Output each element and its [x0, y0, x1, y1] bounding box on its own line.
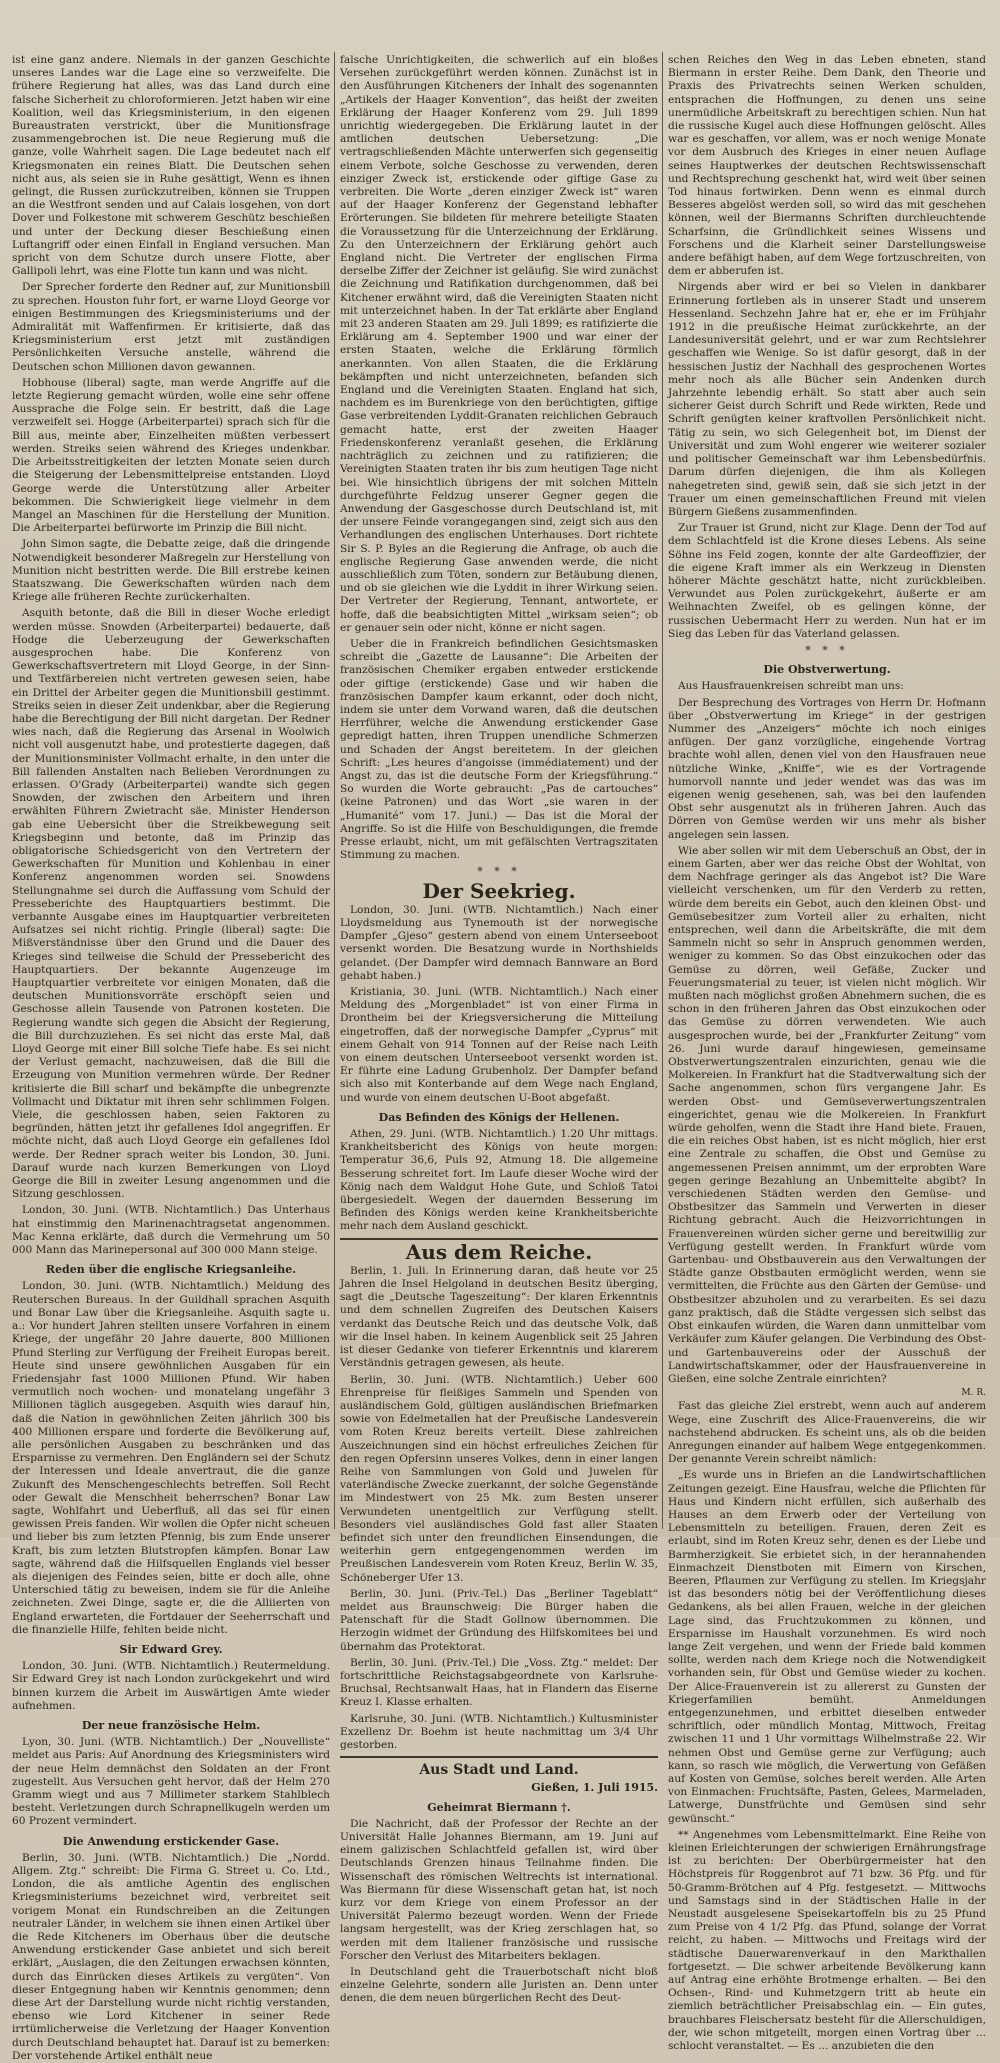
paragraph: Aus Hausfrauenkreisen schreibt man uns: — [678, 680, 904, 693]
paragraph: Die Nachricht, daß der Professor der Rechte an der Universität Halle Johannes Biermann, am 19. Juni auf einem galizischen Schlachtfeld gefallen ist, wird über Deutschlands Grenzen hinaus Teilnahme finden. Die Wissenschaft des römischen Weltrechts ist international. Was Biermann für diese Wissenschaft getan hat, ist noch kurz vor dem Kriege von einem Professor an der Universität Palermo bezeugt worden. Wenn der Friede langsam hergestellt, was der Krieg zerschlagen hat, so werden mit dem Italiener französische und russische Forscher den Verlust des Mitarbeiters beklagen. — [340, 1817, 658, 1962]
paragraph: Der Sprecher forderte den Redner auf, zur Munitionsbill zu sprechen. Houston fuhr fort, er warne Lloyd George vor einigen Bestimmungen des Kriegsministeriums und der Admiralität mit Waffenfirmen. Er kritisierte, daß das Kriegsministerium erst jetzt mit zuständigen Persönlichkeiten Versuche anstelle, während die Deutschen schon Millionen davon gewannen. — [12, 281, 330, 373]
separator-stars: * * * — [805, 643, 849, 657]
paragraph: In Deutschland geht die Trauerbotschaft nicht bloß einzelne Gelehrte, sondern alle Juristen an. Denn unter denen, die dem neuen bürgerlichen Recht des Deut- — [340, 1966, 658, 2005]
paragraph: Fast das gleiche Ziel erstrebt, wenn auch auf anderem Wege, eine Zuschrift des Alice-Frauenvereins, die wir nachstehend abdrucken. Es scheint uns, als ob die beiden Anregungen einander auf halbem Wege entgegenkommen. Der genannte Verein schreibt nämlich: — [668, 1400, 986, 1466]
paragraph: Nirgends aber wird er bei so Vielen in dankbarer Erinnerung fortleben als in unserer Stadt und unserem Hessenland. Sechzehn Jahre hat er, ehe er im Frühjahr 1912 in die preußische Heimat zurückkehrte, an der Landesuniversität gelehrt, und er war zum Rechtslehrer geschaffen wie Wenige. So ist dafür gesorgt, daß in der hessischen Justiz der Nachhall des gesprochenen Wortes mehr noch als alle Bücher sein Andenken durch Jahrzehnte lebendig erhält. So statt aber auch sein sicherer Geist durch Schrift und Rede wirkten, Rede und Schrift genügten keiner kraftvollen Persönlichkeit nicht. Tätig zu sein, wo sich Gelegenheit bot, im Dienst der Universität und zum Wohl engerer wie weiterer sozialer und politischer Gemeinschaft war ihm Lebensbedürfnis. Darum dürfen diejenigen, die ihm als Kollegen nahegetreten sind, gewiß sein, daß sie sich jetzt in der Trauer um einen gemeinschaftlichen Freund mit vielen Bürgern Gießens zusammenfinden. — [668, 281, 986, 518]
section-heading-large: Aus dem Reiche. — [405, 1239, 593, 1264]
paragraph: London, 30. Juni. (WTB. Nichtamtlich.) Das Unterhaus hat einstimmig den Marinenachtragsetat angenommen. Mac Kenna erklärte, daß durch die Vermehrung um 50 000 Mann das Marinepersonal auf 300 000 Mann steige. — [12, 1204, 330, 1257]
paragraph: ist eine ganz andere. Niemals in der ganzen Geschichte unseres Landes war die Lage eine so verzweifelte. Die frühere Regierung hat alles, was das Land durch eine falsche Sicherheit zu chloroformieren. Jetzt haben wir eine Koalition, weil das Kriegsministerium, in den eigenen Bureaustraten verstrickt, über die Munitionsfrage zusammengebrochen ist. Die neue Regierung muß die ganze, volle Wahrheit sagen. Die Lage bedeutet nach elf Kriegsmonaten ein reines Blatt. Die Deutschen sehen nicht aus, als seien sie in Ruhe gesättigt, Wenn es ihnen gelingt, die Russen zurückzutreiben, können sie Truppen an die Westfront senden und auf Calais losgehen, von dort Dover und Folkestone mit schwerem Geschütz beschießen und unter der Deckung dieser Beschießung einen Luftangriff oder einen Einfall in England versuchen. Man spricht von dem Schutze durch unsere Flotte, aber Gallipoli lehrt, was eine Flotte tun kann und was nicht. — [12, 54, 330, 278]
section-heading: Reden über die englische Kriegsanleihe. — [45, 1263, 297, 1277]
column-1 — [12, 54, 330, 2062]
paragraph: Berlin, 30. Juni. (Priv.-Tel.) Die „Voss. Ztg.“ meldet: Der fortschrittliche Reichstagsabgeordnete von Karlsruhe-Bruchsal, Rechtsanwalt Haas, hat in Flandern das Eiserne Kreuz I. Klasse erhalten. — [340, 1656, 658, 1709]
separator-stars: * * * — [477, 865, 521, 879]
paragraph: London, 30. Juni. (WTB. Nichtamtlich.) Meldung des Reuterschen Bureaus. In der Guildhall sprachen Asquith und Bonar Law über die Kriegsanleihe. Asquith sagte u. a.: Vor hundert Jahren stellten unsere Vorfahren in einem Kriege, der ungefähr 20 Jahre dauerte, 800 Millionen Pfund Sterling zur Verfügung der Freiheit Europas bereit. Heute sind unsere gewöhnlichen Ausgaben für ein Friedensjahr fast 1000 Millionen Pfund. Wir haben vermutlich noch wochen- und monatelang ungefähr 3 Millionen täglich ausgegeben. Asquith wies darauf hin, daß die Nation in gewöhnlichen Zeiten jährlich 300 bis 400 Millionen erspare und forderte die Bevölkerung auf, alle persönlichen Ausgaben zu beschränken und das Ersparnisse zu vermehren. Den Engländern sei der Schutz der Interessen und Ideale anvertraut, die die ganze Zukunft des Menschengeschlechts betreffen. Soll Recht oder Gewalt die Menschheit beherrschen? Bonar Law sagte, Wohlfahrt und Ueberfluß, all das sei für einen gewissen Preis fanden. Wir wollen die Opfer nicht scheuen und lieber bis zum letzten Pfennig, bis zum Ende unserer Kraft, bis zum letzten Blutstropfen kämpfen. Bonar Law sagte, während daß die Hilfsquellen Englands viel besser als diejenigen des Feindes seien, bitte er doch alle, ohne Unterschied tätig zu beweisen, indem sie für die Anleihe zeichneten. Zwei Dinge, sagte er, die die Alliierten von England erwarteten, die Fortdauer der Seeherrschaft und die finanzielle Hilfe, fehlten beide nicht. — [12, 1280, 330, 1636]
column-divider — [334, 52, 335, 1529]
section-heading: Sir Edward Grey. — [119, 1642, 223, 1656]
column-3 — [668, 54, 986, 2053]
paragraph: Berlin, 30. Juni. (WTB. Nichtamtlich.) Die „Nordd. Allgem. Ztg.“ schreibt: Die Firma G. Street u. Co. Ltd., London, die als amtliche Agentin des englischen Kriegsministeriums bezeichnet wird, verbreitet seit vorigem Monat ein Rundschreiben an die Zeitungen neutraler Länder, in welchem sie ihnen einen Artikel über die Rede Kitcheners im Oberhaus über die deutsche Anwendung erstickender Gase anbietet und sich bereit erklärt, „Auslagen, die den Zeitungen erwachsen könnten, durch das Einrücken dieses Artikels zu vergüten“. Von dieser Entgegnung haben wir Kenntnis genommen; denn diese Art der Darstellung wurde nicht richtig verstanden, ebenso wie Lord Kitchener in seiner Rede irrtümlicherweise die Verletzung der Haager Konvention durch Deutschland behauptet hat. Darauf ist zu bemerken: Der vorstehende Artikel enthält neue — [12, 1851, 330, 2062]
section-heading-large: Der Seekrieg. — [422, 878, 576, 903]
section-heading: Die Obstverwertung. — [763, 663, 891, 677]
column-2 — [340, 54, 658, 2005]
column-divider — [662, 52, 663, 1529]
paragraph: falsche Unrichtigkeiten, die schwerlich auf ein bloßes Versehen zurückgeführt werden können. Zunächst ist in den Ausführungen Kitcheners der Inhalt des sogenannten „Artikels der Haager Konvention“, das heißt der zweiten Erklärung der Haager Konferenz vom 29. Juli 1899 unrichtig wiedergegeben. Die Erklärung lautet in der amtlichen deutschen Uebersetzung: „Die vertragschließenden Mächte unterwerfen sich gegenseitig einem Verbote, solche Geschosse zu verwenden, deren einziger Zweck ist, erstickende oder giftige Gase zu verbreiten. Die Worte „deren einziger Zweck ist“ waren auf der Haager Konferenz der Gegenstand lebhafter Erörterungen. Sie bildeten für mehrere beteiligte Staaten die Voraussetzung für die Unterzeichnung der Erklärung. Zu den Unterzeichnern der Erklärung gehört auch England nicht. Die Vertreter der englischen Firma derselbe Ziffer der Zeichner ist geläufig. Sie wird zunächst die Zeichnung und Ratifikation durchgenommen, daß bei Kitchener erwähnt wird, daß die Vereinigten Staaten nicht mit unterzeichnet haben. In der Tat erklärte aber England mit 23 anderen Staaten am 29. Juli 1899; es ratifizierte die Erklärung am 4. September 1900 und war einer der ersten Staaten, welche die Erklärung förmlich anerkannten. Von allen Staaten, die die Erklärung bekämpften und nicht unterzeichneten, befanden sich England und die Vereinigten Staaten. England hat sich, nachdem es im Burenkriege von den berüchtigten, giftige Gase verbreitenden Lyddit-Granaten reichlichen Gebrauch gemacht hatte, erst der zweiten Haager Friedenskonferenz veranlaßt gesehen, die Erklärung nachträglich zu zeichnen und zu ratifizieren; die Vereinigten Staaten traten ihr bis zum heutigen Tage nicht bei. Wie hinsichtlich übrigens der mit solchen Mitteln durchgeführte Feldzug unserer Gegner gegen die Anwendung der Gasgeschosse durch Deutschland ist, mit der unsere Feinde vorangegangen sind, zeigt sich aus den Verhandlungen des englischen Unterhauses. Dort richtete Sir S. P. Byles an die Regierung die Anfrage, ob auch die englische Regierung Gase anwenden werde, die nicht ausschließlich zum Töten, sondern zur Betäubung dienen, und ob sie gleichen wie die Lyddit in ihrer Wirkung seien. Der Vertreter der Regierung, Tennant, antwortete, er hoffe, daß die beabsichtigten Mittel „wirksam seien“; ob er genauer sein oder nicht, könne er nicht sagen. — [340, 54, 658, 634]
paragraph: Ueber die in Frankreich befindlichen Gesichtsmasken schreibt die „Gazette de Lausanne“: Die Arbeiten der französischen Chemiker ergaben entweder erstickende oder giftige (erstickende) Gase und wir haben die französischen Dampfer kaum erkannt, oder doch nicht, indem sie unter dem Vorwand waren, daß die deutschen Herrführer, welche die Anwendung erstickender Gase gepredigt hatten, ihren Truppen unendliche Schmerzen und Schaden der Angst bereitetem. In der gleichen Schrift: „Les heures d'angoisse (immédiatement) und der Angst zu, das ist die deutsche Form der Kriegsführung.“ So wurden die Worte gebraucht: „Pas de cartouches“ (keine Patronen) und das Wort „sie waren in der „Humanité“ vom 17. Juni.) — Das ist die Moral der Angriffe. So ist die Hilfe von Beschuldigungen, die fremde Presse erlaubt, nicht, um mit gefälschten Vertragszitaten Stimmung zu machen. — [340, 637, 658, 862]
signature-initials: M. R. — [961, 1388, 986, 1399]
paragraph: Berlin, 30. Juni. (Priv.-Tel.) Das „Berliner Tageblatt“ meldet aus Braunschweig: Die Bürger haben die Patenschaft für die Stadt Gollnow übernommen. Die Herzogin widmet der Gründung des Hilfskomitees bei und übernahm das Protektorat. — [340, 1587, 658, 1653]
dateline: Gießen, 1. Juli 1915. — [531, 1781, 658, 1795]
paragraph: schen Reiches den Weg in das Leben ebneten, stand Biermann in erster Reihe. Dem Dank, den Theorie und Praxis des Privatrechts seinen Werken schulden, entsprachen die Hoffnungen, zu denen uns seine unermüdliche Arbeitskraft zu berechtigen schien. Nun hat die russische Kugel auch diese Hoffnungen gelöscht. Alles war es geschaffen, vor allem, was er noch wenige Monate vor dem Ausbruch des Krieges in einer neuen Auflage seines Hauptwerkes der deutschen Rechtswissenschaft und Rechtsprechung geschenkt hat, wird weit über seinen Tod hinaus fortwirken. Denn wenn es einmal durch Besseres abgelöst werden soll, so wird das mit geschehen können, weil der Biermanns Schriften durchleuchtende Scharfsinn, die Gründlichkeit seines Wissens und Forschens und die Klarheit seiner Darstellungsweise andere befähigt haben, auf dem Wege fortzuschreiten, von dem er abberufen ist. — [668, 54, 986, 278]
paragraph: London, 30. Juni. (WTB. Nichtamtlich.) Reutermeldung. Sir Edward Grey ist nach London zurückgekehrt und wird binnen kurzem die Arbeit im Auswärtigen Amte wieder aufnehmen. — [12, 1660, 330, 1712]
paragraph: „Es wurde uns in Briefen an die Landwirtschaftlichen Zeitungen gezeigt. Eine Hausfrau, welche die Pflichten für Haus und Kindern nicht erfüllen, sich außerhalb des Hauses an dem Erwerb oder der Verteilung von Lebensmitteln zu beteiligen. Frauen, deren Zeit es erlaubt, sind im Roten Kreuz sehr, denen es der Liebe und Barmherzigkeit. Sie erbietet sich, in der herannahenden Einmachzeit Dienstboten mit Eimern von Kirschen, Beeren, Pflaumen zur Verfügung zu stellen. Im Kriegsjahr ist das besonders nötig bei der Veröffentlichung dieses Gedankens, als bei allen Frauen, welche in der gleichen Lage sind, das Fruchtzukommen zu können, und Ersparnisse im Haushalt vorzunehmen. Es wird noch lange Zeit vergehen, und wenn der Friede bald kommen sollte, werden nach dem Kriege noch die Notwendigkeit vorhanden sein, für Obst und Gemüse wieder zu kochen. Der Alice-Frauenverein ist zu allererst zu Gunsten der Kriegerfamilien bemüht. Anmeldungen entgegenzunehmen, und erbittet dieselben entweder schriftlich, oder mündlich Montag, Mittwoch, Freitag zwischen 11 und 1 Uhr vormittags Wilhelmstraße 22. Wir nehmen Obst und Gemüse gerne zur Verfügung; auch kann, so rasch wie möglich, die Verwertung von Gefäßen auf Kosten von Gemüse, solches bereit werden. Alle Arten von Einmachen: Fruchtsäfte, Pasten, Gelees, Marmeladen, Latwerge, Dunstfrüchte und Gemüsen sind sehr gewünscht.“ — [668, 1469, 986, 1825]
paragraph: Wie aber sollen wir mit dem Ueberschuß an Obst, der in einem Garten, aber wer das reiche Obst der Wohltat, von dem Nachfrage geringer als das Angebot ist? Die Ware vielleicht verschenken, um für den Verderb zu retten, würde dem bereits ein Gebot, auch den kleinen Obst- und Gemüsebesitzer zum Vorteil aller zu erhalten, nicht entsprechen, weil dann die Arbeitskräfte, die mit dem Sammeln nicht so sehr in Anspruch genommen werden, weniger zu kommen. So das Obst einzukochen oder das Gemüse zu dörren, weil Gefäße, Zucker und Feuerungsmaterial zu teuer, ist vielen nicht möglich. Wir mußten nach möglichst großen Abnehmern suchen, die es schon in den früheren Jahren das Obst einzukochen oder das Gemüse zu dörren verwendeten. Wie auch ausgesprochen wurde, bei der „Frankfurter Zeitung“ vom 26. Juni wurde darauf hingewiesen, gemeinsame Obstverwertungszentralen einzurichten, genau wie die Molkereien. In Frankfurt hat die Stadtverwaltung sich der Sache angenommen, schon fürs vergangene Jahr. Es werden Obst- und Gemüseverwertungszentralen eingerichtet, genau wie die Molkereien. In Frankfurt würde geholfen, wenn die Stadt ihre Hand biete. Frauen, die ein reiches Obst haben, ist es nicht möglich, hier erst eine Zentrale zu schaffen, die Obst und Gemüse zu angemessenen Preisen annimmt, um der erprobten Ware gegen geringe Bezahlung an Unbemittelte abgibt? In verschiedenen Städten werden den Gemüse- und Obstbesitzer das Sammeln und Verwerten in dieser Richtung gebracht. Auch die Heizvorrichtungen in Frauenvereinen würden sicher gerne und bereitwillig zur Verfügung gestellt werden. In Frankfurt würde vom Gartenbau- und Obstbauverein aus den Verwaltungen der Städte ganze Obstbauten ermöglicht werden, wenn sie vermittelten, die Früchte aus den Gärten der Gemüse- und Obstbesitzer abzuholen und zu verarbeiten. Es sei dazu ganz praktisch, daß die Städte vergessen sich selbst das Obst einkaufen würden, die Waren dann unmittelbar vom Verkäufer zum Käufer gelangen. Die Verbindung des Obst- und Gartenbauvereins oder der Ausschuß der Landwirtschaftskammer, oder der Hausfrauenvereine in Gießen, eine solche Zentrale einrichten? — [668, 844, 986, 1385]
section-heading: Aus Stadt und Land. — [419, 1762, 579, 1779]
section-heading: Der neue französische Helm. — [81, 1718, 261, 1732]
paragraph: London, 30. Juni. (WTB. Nichtamtlich.) Nach einer Lloydsmeldung aus Tynemouth ist der norwegische Dampfer „Gjeso“ gestern abend von einem Unterseeboot versenkt worden. Die Besatzung wurde in Northshields gelandet. (Der Dampfer wird demnach Bannware an Bord gehabt haben.) — [340, 903, 658, 982]
paragraph: Der Besprechung des Vortrages von Herrn Dr. Hofmann über „Obstverwertung im Kriege“ in der gestrigen Nummer des „Anzeigers“ möchte ich noch einiges anfügen. Der ganz vorzügliche, eingehende Vortrag brachte wohl allen, denen viel von den Hausfrauen neue nützliche Winke, „Kniffe“, wie es der Vortragende humorvoll nannte und jeder wendet was das was im eigenen wenig gesehenen, sah, was bei den laufenden Obst sehr ausgenutzt als in früheren Jahren. Auch das Dörren von Gemüse werden wir uns mehr als bisher angelegen sein lassen. — [668, 696, 986, 841]
paragraph: Lyon, 30. Juni. (WTB. Nichtamtlich.) Der „Nouvelliste“ meldet aus Paris: Auf Anordnung des Kriegsministers wird der neue Helm demnächst den Soldaten an der Front zugestellt. Aus Versuchen geht hervor, daß der Helm 270 Gramm wiegt und aus 7 Millimeter starkem Stahlblech besteht. Verletzungen durch Schrapnellkugeln werden um 60 Prozent vermindert. — [12, 1736, 330, 1828]
section-heading: Geheimrat Biermann †. — [427, 1800, 571, 1814]
paragraph: Zur Trauer ist Grund, nicht zur Klage. Denn der Tod auf dem Schlachtfeld ist die Krone dieses Lebens. Als seine Söhne ins Feld zogen, konnte der alte Gardeoffizier, der die eigene Kraft immer als ein Werkzeug in Diensten höherer Mächte geschätzt hatte, nicht zurückbleiben. Verwundet aus Polen zurückgekehrt, äußerte er am Weihnachten Zweifel, ob es gelingen könne, der russischen Uebermacht Herr zu werden. Nun hat er im Sieg das Leben für das Vaterland gelassen. — [668, 522, 986, 640]
paragraph: Berlin, 30. Juni. (WTB. Nichtamtlich.) Ueber 600 Ehrenpreise für fleißiges Sammeln und Spenden von ausländischem Gold, gültigen ausländischen Briefmarken sowie von Edelmetallen hat der Preußische Landesverein vom Roten Kreuz bereits verteilt. Diese zahlreichen Auszeichnungen sind ein höchst erfreuliches Zeichen für den regen Opfersinn unseres Volkes, denn in einer langen Reihe von Sammlungen von Gold und Juwelen für vaterländische Zwecke zuerkannt, der solche Gegenstände im Mindestwert von 25 Mk. zum Besten unserer Verwundeten unentgeltlich zur Verfügung stellt. Besonders viel ausländisches Gold fast aller Staaten befindet sich unter den freundlichen Einsendungen, die weiterhin gern entgegengenommen werden im Preußischen Landesverein vom Roten Kreuz, Berlin W. 35, Schöneberger Ufer 13. — [340, 1373, 658, 1584]
paragraph: Berlin, 1. Juli. In Erinnerung daran, daß heute vor 25 Jahren die Insel Helgoland in deutschen Besitz überging, sagt die „Deutsche Tageszeitung“: Der klaren Erkenntnis und dem schnellen Zugreifen des Deutschen Kaisers verdankt das Deutsche Reich und das deutsche Volk, daß wir die Insel haben. In keinem Augenblick seit 25 Jahren ist dieser Gedanke von tieferer Erkenntnis und klarerem Verständnis getragen gewesen, als heute. — [340, 1264, 658, 1370]
paragraph: Karlsruhe, 30. Juni. (WTB. Nichtamtlich.) Kultusminister Exzellenz Dr. Boehm ist heute nachmittag um 3/4 Uhr gestorben. — [340, 1712, 658, 1751]
divider — [340, 1756, 658, 1758]
paragraph: Asquith betonte, daß die Bill in dieser Woche erledigt werden müsse. Snowden (Arbeiterpartei) bedauerte, daß Hodge die Ueberzeugung der Gewerkschaften ausgesprochen habe. Die Konferenz von Gewerkschaftsvertretern mit Lloyd George, in der Sinn- und Textfärbereien nicht vertreten gewesen seien, habe ein Drittel der Arbeiter gegen die Munitionsbill gestimmt. Streiks seien in dieser Zeit undenkbar, aber die Regierung habe die Berechtigung der Bill nicht dargetan. Der Redner wies nach, daß die Regierung das Arsenal in Woolwich nicht voll ausgenutzt habe, und protestierte dagegen, daß der Munitionsminister Vollmacht erhalte, in den unter die Bill fallenden Anstalten nach Belieben Verordnungen zu erlassen. O'Grady (Arbeiterpartei) wandte sich gegen Snowden, der zwischen den Arbeitern und ihren erwählten Führern Zwietracht säe. Minister Henderson gab eine Uebersicht über die Streikbewegung seit Kriegsbeginn und betonte, daß im Prinzip das obligatorische Schiedsgericht von den Vertretern der Gewerkschaften für Munition und Kohlenbau in einer Konferenz angenommen worden sei. Snowdens Stellungnahme sei durch die Auffassung vom Schuld der Presseberichte des Hauptquartiers bestimmt. Die verbannte Ausgabe eines im Hauptquartier verbreiteten Aufsatzes sei nicht richtig. Pringle (liberal) sagte: Die Mißverständnisse über den Grund und die Dauer des Krieges sind teilweise die Schuld der Pressebericht des Hauptquartiers. Der bekannte Augenzeuge im Hauptquartier verbreitete vor einigen Monaten, daß die deutschen Munitionsvorräte erschöpft seien und Geschosse allein Tausende von Patronen kosteten. Die Regierung wandte sich gegen die Absicht der Regierung, die Bill durchzuziehen. Es sei nicht das erste Mal, daß Lloyd George mit einer Bill solche Tiefe habe. Es sei nicht der Verlust gemacht, nachzuweisen, daß die Bill die Erzeugung von Munition vermehren würde. Der Redner kritisierte die Bill scharf und bekämpfte die unbegrenzte Vollmacht und Diktatur mit ihren sehr schlimmen Folgen. Viele, die geschlossen haben, seien Faktoren zu begründen, hätten jetzt ihr gefallenes Idol angegriffen. Er möchte nicht, daß auch Lloyd George ein gefallenes Idol werde. Der Redner sprach weiter bis London, 30. Juni. Darauf wurde nach kurzen Bemerkungen von Lloyd George die Bill in zweiter Lesung angenommen und die Sitzung geschlossen. — [12, 607, 330, 1201]
section-heading: Die Anwendung erstickender Gase. — [62, 1834, 280, 1848]
paragraph: ** Angenehmes vom Lebensmittelmarkt. Eine Reihe von kleinen Erleichterungen der schwierigen Ernährungsfrage ist zu berichten: Der Oberbürgermeister hat den Höchstpreis für Roggenbrot auf 71 bzw. 36 Pfg. und für 50-Gramm-Brötchen auf 4 Pfg. festgesetzt. — Mittwochs und Samstags sind in der Städtischen Halle in der Neustadt ausgelesene Speisekartoffeln bis zu 25 Pfund zum Preise von 4 1/2 Pfg. das Pfund, solange der Vorrat reicht, zu haben. — Mittwochs und Freitags wird der städtische Dauerwarenverkauf in den Markthallen fortgesetzt. — Die schwer arbeitende Bevölkerung kann auf Antrag eine erhöhte Brotmenge erhalten. — Bei den Ochsen-, Rind- und Kuhmetzgern tritt ab heute ein ziemlich beträchtlicher Preisabschlag ein. — Ein gutes, brauchbares Fleischersatz besteht für die Allerschuldigen, der, wie schon mitgeteilt, morgen einen Vortrag über ... schlocht veranstaltet. — Es ... anzubieten die den — [668, 1828, 986, 2053]
paragraph: Athen, 29. Juni. (WTB. Nichtamtlich.) 1.20 Uhr mittags. Krankheitsbericht des Königs von heute morgen: Temperatur 36,6, Puls 92, Atmung 18. Die allgemeine Besserung schreitet fort. Im Laufe dieser Woche wird der König nach dem Waldgut Hohe Gute, und Schloß Tatoi übergesiedelt. Wegen der dauernden Besserung im Befinden des Königs werden keine Krankheitsberichte mehr nach dem Ausland geschickt. — [340, 1128, 658, 1233]
paragraph: Kristiania, 30. Juni. (WTB. Nichtamtlich.) Nach einer Meldung des „Morgenbladet“ ist von einer Firma in Drontheim bei der Kriegsversicherung die Mitteilung eingetroffen, daß der norwegische Dampfer „Cyprus“ mit einem Gehalt von 914 Tonnen auf der Reise nach Leith von einem deutschen Unterseeboot versenkt worden ist. Er führte eine Ladung Grubenholz. Der Dampfer befand sich also mit Konterbande auf dem Wege nach England, und wurde von einem deutschen U-Boot abgefaßt. — [340, 986, 658, 1104]
paragraph: Hobhouse (liberal) sagte, man werde Angriffe auf die letzte Regierung gemacht würden, wolle eine sehr offene Aussprache die Folge sein. Er bestritt, daß die Lage verzweifelt sei. Hogge (Arbeiterpartei) sprach sich für die Bill aus, meinte aber, Einzelheiten müßten verbessert werden. Streiks seien während des Krieges undenkbar. Die Arbeitsstreitigkeiten der letzten Monate seien durch die Steigerung der Lebensmittelpreise entstanden. Lloyd George werde die Unterstützung aller Arbeiter bekommen. Die Schwierigkeit liege vielmehr in dem Mangel an Maschinen für die Herstellung der Munition. Die Arbeiterpartei befürworte im Prinzip die Bill nicht. — [12, 376, 330, 535]
paragraph: John Simon sagte, die Debatte zeige, daß die dringende Notwendigkeit besonderer Maßregeln zur Herstellung von Munition nicht bestritten werde. Die Bill erstrebe keinen Staatszwang. Die Gewerkschaften würden nach dem Kriege alle früheren Rechte zurückerhalten. — [12, 538, 330, 604]
section-heading: Das Befinden des Königs der Hellenen. — [378, 1110, 620, 1124]
